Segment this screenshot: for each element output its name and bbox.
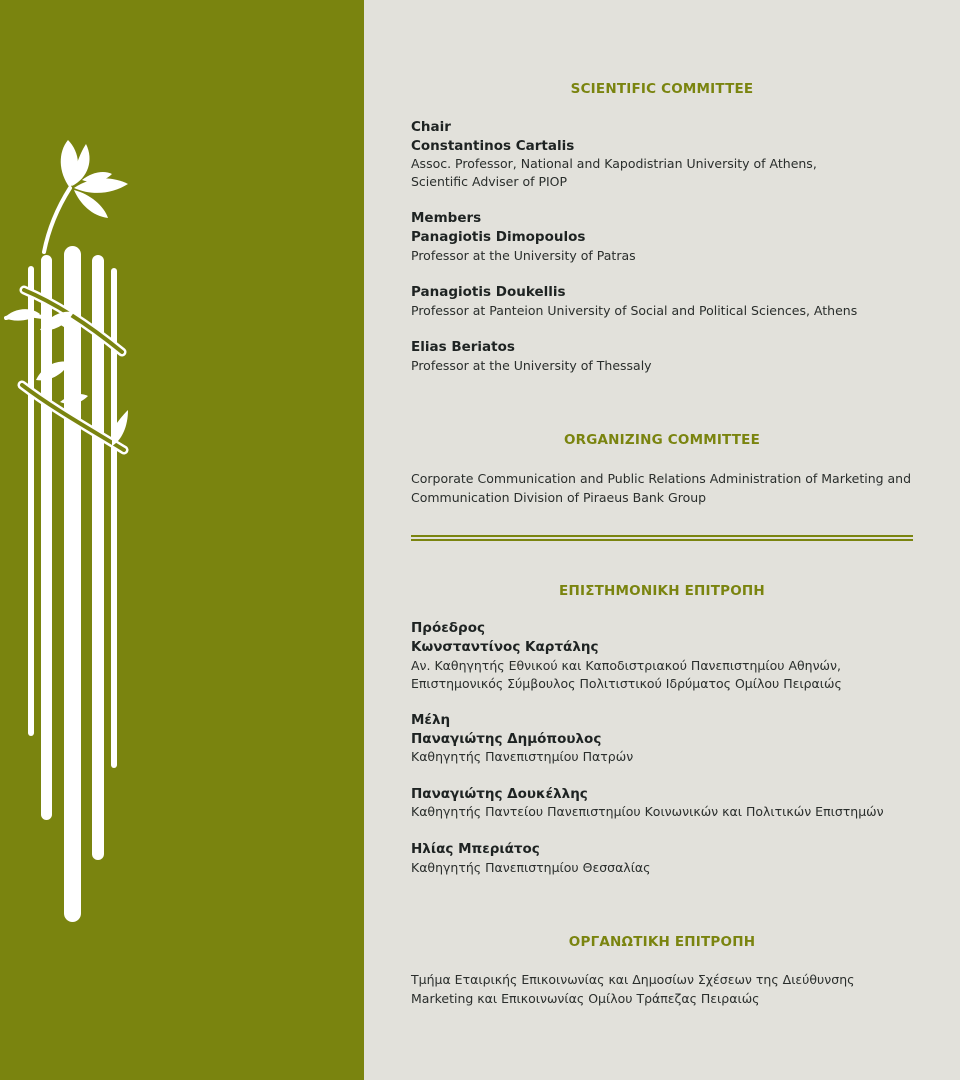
- scientific-committee-heading-greek: ΕΠΙΣΤΗΜΟΝΙΚΗ ΕΠΙΤΡΟΠΗ: [559, 583, 765, 599]
- member-role: Professor at the University of Patras: [411, 248, 636, 263]
- member-name: Panagiotis Doukellis: [411, 284, 566, 300]
- member-role: Professor at Panteion University of Social and Political Sciences, Athens: [411, 303, 858, 318]
- member-name: Panagiotis Dimopoulos: [411, 229, 586, 245]
- section-divider: [411, 535, 913, 541]
- member-role-greek: Καθηγητής Πανεπιστημίου Θεσσαλίας: [411, 860, 651, 875]
- chair-role-line-1-greek: Αν. Καθηγητής Εθνικού και Καποδιστριακού Πανεπιστημίου Αθηνών,: [411, 658, 841, 673]
- member-name-greek: Ηλίας Μπεριάτος: [411, 841, 540, 857]
- member-role-greek: Καθηγητής Παντείου Πανεπιστημίου Κοινωνικών και Πολιτικών Επιστημών: [411, 804, 884, 819]
- chair-role-line-2-greek: Επιστημονικός Σύμβουλος Πολιτιστικού Ιδρύματος Ομίλου Πειραιώς: [411, 676, 842, 691]
- chair-role-line-1: Assoc. Professor, National and Kapodistrian University of Athens,: [411, 156, 817, 171]
- organizing-committee-text-greek: Τμήμα Εταιρικής Επικοινωνίας και Δημοσίων Σχέσεων της Διεύθυνσης Marketing και Επικοινωνίας Ομίλου Τράπεζας Πειραιώς: [411, 972, 855, 1006]
- decorative-side-panel: [0, 0, 364, 1080]
- chair-label: Chair: [411, 119, 451, 135]
- chair-role-line-2: Scientific Adviser of PIOP: [411, 174, 568, 189]
- scientific-committee-heading: SCIENTIFIC COMMITTEE: [570, 81, 754, 97]
- member-name-greek: Παναγιώτης Δουκέλλης: [411, 786, 588, 802]
- member-role-greek: Καθηγητής Πανεπιστημίου Πατρών: [411, 749, 634, 764]
- members-label: Members: [411, 210, 482, 226]
- organizing-committee-text: Corporate Communication and Public Relations Administration of Marketing and Communication Division of Piraeus Bank Group: [411, 471, 912, 505]
- member-name: Elias Beriatos: [411, 339, 515, 355]
- members-label-greek: Μέλη: [411, 712, 451, 728]
- member-name-greek: Παναγιώτης Δημόπουλος: [411, 731, 602, 747]
- chair-label-greek: Πρόεδρος: [411, 620, 485, 636]
- column-vine-emblem: [0, 0, 364, 1080]
- chair-name: Constantinos Cartalis: [411, 138, 575, 154]
- chair-name-greek: Κωνσταντίνος Καρτάλης: [411, 639, 599, 655]
- member-role: Professor at the University of Thessaly: [411, 358, 652, 373]
- organizing-committee-heading-greek: ΟΡΓΑΝΩΤΙΚΗ ΕΠΙΤΡΟΠΗ: [568, 934, 756, 950]
- column-bars: [28, 246, 117, 922]
- organizing-committee-heading: ORGANIZING COMMITTEE: [563, 432, 761, 448]
